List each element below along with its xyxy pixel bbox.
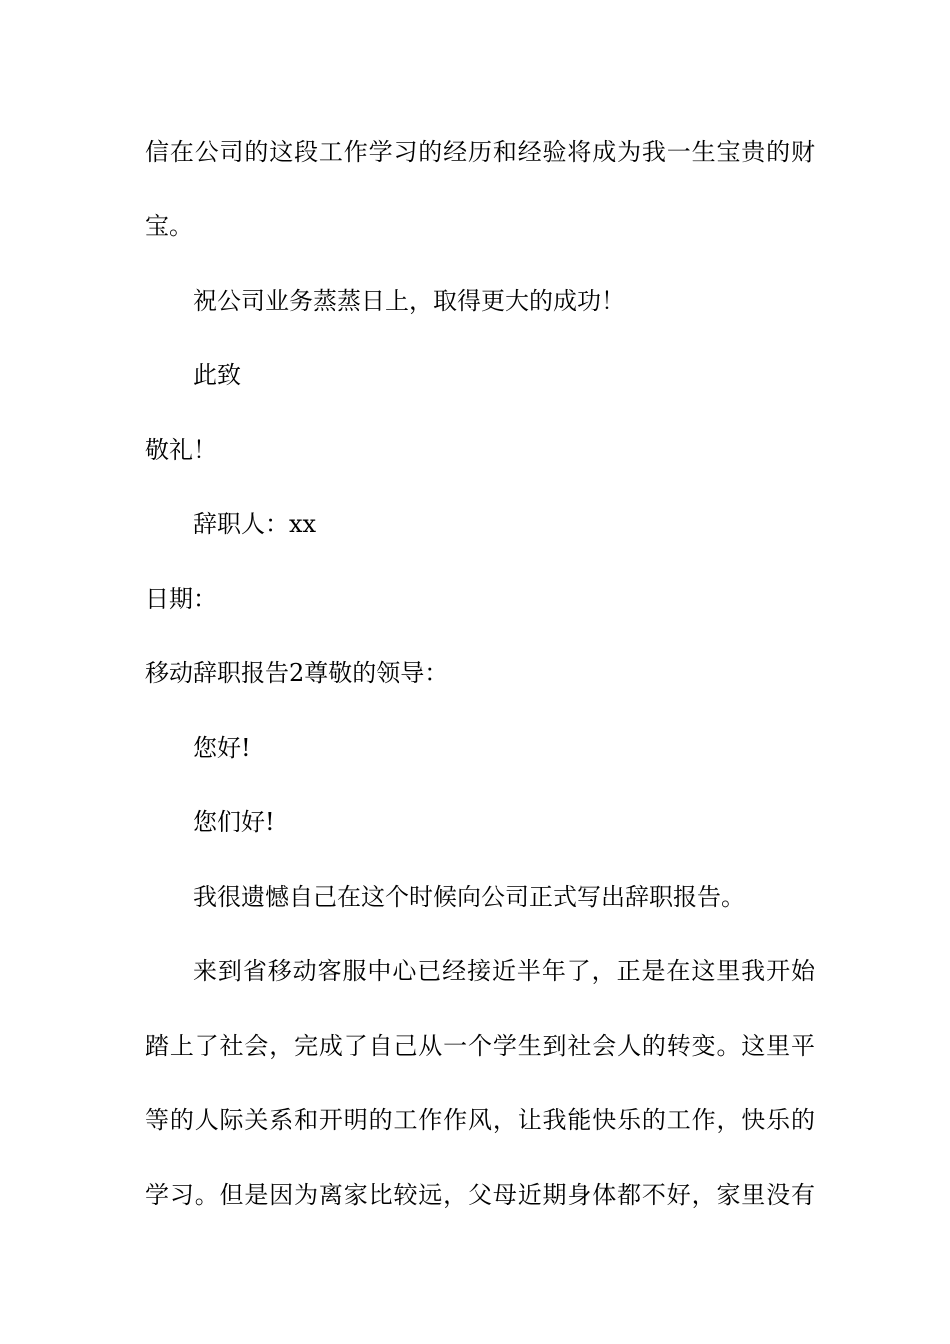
text-line: 踏上了社会，完成了自己从一个学生到社会人的转变。这里平 (145, 1032, 815, 1060)
text-line: 宝。 (145, 212, 193, 240)
text-line: 祝公司业务蒸蒸日上，取得更大的成功！ (193, 287, 625, 315)
text-line: 等的人际关系和开明的工作作风，让我能快乐的工作，快乐的 (145, 1106, 815, 1134)
text-line: 学习。但是因为离家比较远，父母近期身体都不好，家里没有 (145, 1181, 815, 1209)
text-line: 您好! (193, 734, 251, 762)
text-line: 移动辞职报告2尊敬的领导： (145, 659, 449, 687)
text-line: 我很遗憾自己在这个时候向公司正式写出辞职报告。 (193, 883, 745, 911)
text-line: 信在公司的这段工作学习的经历和经验将成为我一生宝贵的财 (145, 138, 815, 166)
text-line: 日期： (145, 585, 217, 613)
text-line: 来到省移动客服中心已经接近半年了，正是在这里我开始 (193, 957, 815, 985)
text-line: 此致 (193, 361, 241, 389)
text-line: 敬礼！ (145, 436, 217, 464)
text-line: 辞职人：xx (193, 510, 317, 538)
text-line: 您们好! (193, 808, 275, 836)
